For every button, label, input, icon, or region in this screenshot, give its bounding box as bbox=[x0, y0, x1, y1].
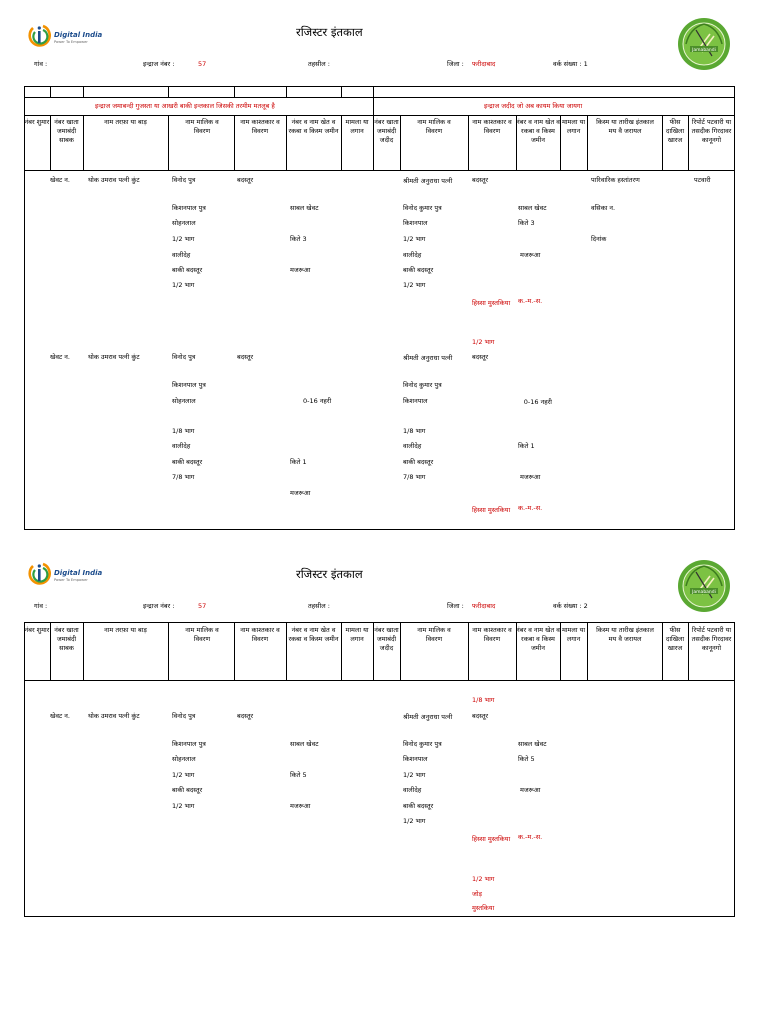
col-header: नंबर खाता जमाबंदी जदीद bbox=[374, 118, 399, 144]
col-header: नंबर खाता जमाबंदी साबक bbox=[54, 626, 79, 652]
record-cell: किशनपाल bbox=[403, 219, 428, 227]
col-header: नंबर खाता जमाबंदी जदीद bbox=[374, 626, 399, 652]
col-header: रिपोर्ट पटवारी या तसदीक गिरदावर कानूनगो bbox=[691, 626, 732, 652]
village-label: गांव : bbox=[34, 60, 48, 68]
record-cell: 1/2 भाग bbox=[172, 771, 195, 779]
page-number: वर्क संख्या : 2 bbox=[553, 602, 588, 610]
record-cell: थोक उमराव पत्नी कुंट bbox=[88, 176, 140, 184]
record-cell: श्रीमती अनुराधा पत्नी bbox=[403, 713, 453, 721]
record-cell: 1/2 भाग bbox=[472, 338, 495, 346]
record-cell: बदस्तूर bbox=[472, 176, 489, 184]
col-header: मामला या लगान bbox=[345, 626, 369, 643]
col-header: रिपोर्ट पटवारी या तसदीक गिरदावर कानूनगो bbox=[691, 118, 732, 144]
col-header: नाम तरफ़ा या बाड़ bbox=[104, 626, 147, 634]
record-cell: थोक उमराव पत्नी कुंट bbox=[88, 712, 140, 720]
section-new-entry: इन्द्राज जदीद जो अब कायम किया जायगा bbox=[484, 102, 583, 110]
col-header: नाम मालिक व विवरण bbox=[185, 118, 219, 135]
record-cell: क.-म.-स. bbox=[518, 297, 543, 305]
record-cell: 1/2 भाग bbox=[172, 235, 195, 243]
record-cell: 1/2 भाग bbox=[472, 875, 495, 883]
mutation-number-value: 57 bbox=[198, 60, 207, 68]
record-cell: बदस्तूर bbox=[237, 712, 254, 720]
col-header: नंबर व नाम खेत व रकबा व किस्म जमीन bbox=[516, 118, 560, 144]
jamabandi-seal-icon bbox=[676, 558, 732, 614]
record-cell: साबल खेवट bbox=[290, 740, 319, 748]
record-cell: बदस्तूर bbox=[237, 176, 254, 184]
col-header: मामला या लगान bbox=[345, 118, 369, 135]
record-cell: 1/2 भाग bbox=[172, 281, 195, 289]
record-cell: किते 1 bbox=[290, 458, 307, 466]
record-cell: क.-म.-स. bbox=[518, 833, 543, 841]
record-cell: श्रीमती अनुराधा पत्नी bbox=[403, 354, 453, 362]
record-cell: 7/8 भाग bbox=[172, 473, 195, 481]
district-value: फरीदाबाद bbox=[472, 60, 496, 68]
tehsil-label: तहसील : bbox=[308, 60, 330, 68]
record-cell: मजरूआ bbox=[290, 489, 311, 497]
digital-india-logo bbox=[27, 22, 103, 50]
record-cell: बदस्तूर bbox=[237, 353, 254, 361]
record-cell: वालीदेह bbox=[403, 251, 422, 259]
col-header: नाम काश्तकार व विवरण bbox=[240, 118, 280, 135]
seal-text: Jamabandi bbox=[692, 48, 716, 53]
col-header: नाम काश्तकार व विवरण bbox=[240, 626, 280, 643]
record-cell: बाकी बदस्तूर bbox=[403, 266, 434, 274]
record-cell: क.-म.-स. bbox=[518, 504, 543, 512]
tehsil-label: तहसील : bbox=[308, 602, 330, 610]
record-cell: पटवारी bbox=[694, 176, 711, 184]
record-cell: मजरूआ bbox=[520, 473, 541, 481]
record-cell: किते 5 bbox=[290, 771, 307, 779]
record-cell: सोहनलाल bbox=[172, 755, 196, 763]
record-cell: किशनपाल पुत्र bbox=[172, 381, 206, 389]
col-header: नाम तरफ़ा या बाड़ bbox=[104, 118, 147, 126]
record-cell: 1/2 भाग bbox=[403, 281, 426, 289]
col-header: नंबर व नाम खेत व रकबा व किस्म जमीन bbox=[288, 118, 339, 135]
record-cell: दिनांक bbox=[591, 235, 607, 243]
col-header: मामला या लगान bbox=[561, 118, 586, 135]
mutation-number-label: इन्द्राज नंबर : bbox=[143, 602, 175, 610]
record-cell: 1/8 भाग bbox=[472, 696, 495, 704]
record-cell: खेवट न. bbox=[50, 353, 70, 361]
record-cell: पारिवारिक हस्तांतरण bbox=[591, 176, 640, 184]
jamabandi-seal-icon bbox=[676, 16, 732, 72]
col-header: फीस दाखिला खारज bbox=[665, 118, 685, 144]
brand-tagline: Power To Empower bbox=[54, 578, 88, 582]
record-cell: जोड़ bbox=[472, 890, 482, 898]
record-cell: खेवट न. bbox=[50, 176, 70, 184]
col-header: मामला या लगान bbox=[561, 626, 586, 643]
record-cell: विनोद कुमार पुत्र bbox=[403, 204, 442, 212]
record-cell: खेवट न. bbox=[50, 712, 70, 720]
record-cell: किशनपाल पुत्र bbox=[172, 740, 206, 748]
page-title: रजिस्टर इंतकाल bbox=[296, 25, 363, 39]
page-title: रजिस्टर इंतकाल bbox=[296, 567, 363, 581]
record-cell: बाकी बदस्तूर bbox=[172, 458, 203, 466]
record-cell: 1/2 भाग bbox=[403, 235, 426, 243]
record-cell: साबल खेवट bbox=[518, 204, 547, 212]
record-cell: किशनपाल bbox=[403, 397, 428, 405]
record-cell: वालीदेह bbox=[172, 442, 191, 450]
record-cell: बदस्तूर bbox=[472, 353, 489, 361]
seal-text: Jamabandi bbox=[692, 590, 716, 595]
col-header: फीस दाखिला खारज bbox=[665, 626, 685, 652]
record-cell: विनोद कुमार पुत्र bbox=[403, 381, 442, 389]
record-cell: सोहनलाल bbox=[172, 397, 196, 405]
district-value: फरीदाबाद bbox=[472, 602, 496, 610]
col-header: नाम काश्तकार व विवरण bbox=[472, 626, 512, 643]
brand-name: Digital India bbox=[54, 31, 103, 39]
record-cell: हिस्सा मुस्तकिया bbox=[472, 835, 511, 843]
record-cell: 1/8 भाग bbox=[403, 427, 426, 435]
record-cell: 1/8 भाग bbox=[172, 427, 195, 435]
col-header: नंबर शुमार bbox=[24, 118, 50, 126]
col-header: नंबर शुमार bbox=[24, 626, 50, 634]
record-cell: बाकी बदस्तूर bbox=[403, 802, 434, 810]
record-cell: सोहनलाल bbox=[172, 219, 196, 227]
record-cell: साबल खेवट bbox=[290, 204, 319, 212]
col-header: नंबर खाता जमाबंदी साबक bbox=[54, 118, 79, 144]
register-table bbox=[24, 86, 735, 530]
brand-tagline: Power To Empower bbox=[54, 40, 88, 44]
record-cell: 0-16 नहरी bbox=[523, 398, 552, 406]
record-cell: बाकी बदस्तूर bbox=[172, 786, 203, 794]
record-cell: श्रीमती अनुराधा पत्नी bbox=[403, 177, 453, 185]
record-cell: हिस्सा मुस्तकिया bbox=[472, 299, 511, 307]
record-cell: मुस्तकिया bbox=[472, 904, 495, 912]
brand-name: Digital India bbox=[54, 569, 103, 577]
record-cell: बदस्तूर bbox=[472, 712, 489, 720]
record-cell: किते 5 bbox=[518, 755, 535, 763]
record-cell: किशनपाल bbox=[403, 755, 428, 763]
record-cell: बाकी बदस्तूर bbox=[172, 266, 203, 274]
col-header: किस्म या तारीख इंतकाल मय वै जरायल bbox=[596, 626, 654, 643]
col-header: नाम मालिक व विवरण bbox=[417, 626, 451, 643]
record-cell: मजरूआ bbox=[290, 802, 311, 810]
record-cell: 1/2 भाग bbox=[403, 817, 426, 825]
section-previous-entry: इन्द्राज जमाबन्दी गुजस्ता या आखरी बाकी इन्तकाल जिसकी तरमीम मतलूब है bbox=[95, 102, 275, 110]
record-cell: विनोद पुत्र bbox=[172, 176, 196, 184]
record-cell: किते 3 bbox=[518, 219, 535, 227]
col-header: नाम मालिक व विवरण bbox=[185, 626, 219, 643]
record-cell: वालीदेह bbox=[403, 786, 422, 794]
record-cell: किते 3 bbox=[290, 235, 307, 243]
digital-india-logo bbox=[27, 560, 103, 588]
record-cell: मजरूआ bbox=[290, 266, 311, 274]
record-cell: वालीदेह bbox=[403, 442, 422, 450]
record-cell: वालीदेह bbox=[172, 251, 191, 259]
col-header: किस्म या तारीख इंतकाल मय वै जरायल bbox=[596, 118, 654, 135]
record-cell: थोक उमराव पत्नी कुंट bbox=[88, 353, 140, 361]
page-number: वर्क संख्या : 1 bbox=[553, 60, 588, 68]
record-cell: बाकी बदस्तूर bbox=[403, 458, 434, 466]
district-label: जिला : bbox=[447, 60, 464, 68]
mutation-number-value: 57 bbox=[198, 602, 207, 610]
record-cell: 1/2 भाग bbox=[172, 802, 195, 810]
record-cell: विनोद कुमार पुत्र bbox=[403, 740, 442, 748]
record-cell: साबल खेवट bbox=[518, 740, 547, 748]
record-cell: हिस्सा मुस्तकिया bbox=[472, 506, 511, 514]
mutation-number-label: इन्द्राज नंबर : bbox=[143, 60, 175, 68]
record-cell: विनोद पुत्र bbox=[172, 353, 196, 361]
village-label: गांव : bbox=[34, 602, 48, 610]
record-cell: 7/8 भाग bbox=[403, 473, 426, 481]
record-cell: 1/2 भाग bbox=[403, 771, 426, 779]
record-cell: 0-16 नहरी bbox=[303, 397, 332, 405]
record-cell: किशनपाल पुत्र bbox=[172, 204, 206, 212]
district-label: जिला : bbox=[447, 602, 464, 610]
record-cell: विनोद पुत्र bbox=[172, 712, 196, 720]
record-cell: मजरूआ bbox=[520, 251, 541, 259]
record-cell: मजरूआ bbox=[520, 786, 541, 794]
register-table bbox=[24, 622, 735, 917]
col-header: नंबर व नाम खेत व रकबा व किस्म जमीन bbox=[516, 626, 560, 652]
col-header: नाम मालिक व विवरण bbox=[417, 118, 451, 135]
record-cell: वसिका न. bbox=[591, 204, 616, 212]
col-header: नंबर व नाम खेत व रकबा व किस्म जमीन bbox=[288, 626, 339, 643]
record-cell: किते 1 bbox=[518, 442, 535, 450]
col-header: नाम काश्तकार व विवरण bbox=[472, 118, 512, 135]
